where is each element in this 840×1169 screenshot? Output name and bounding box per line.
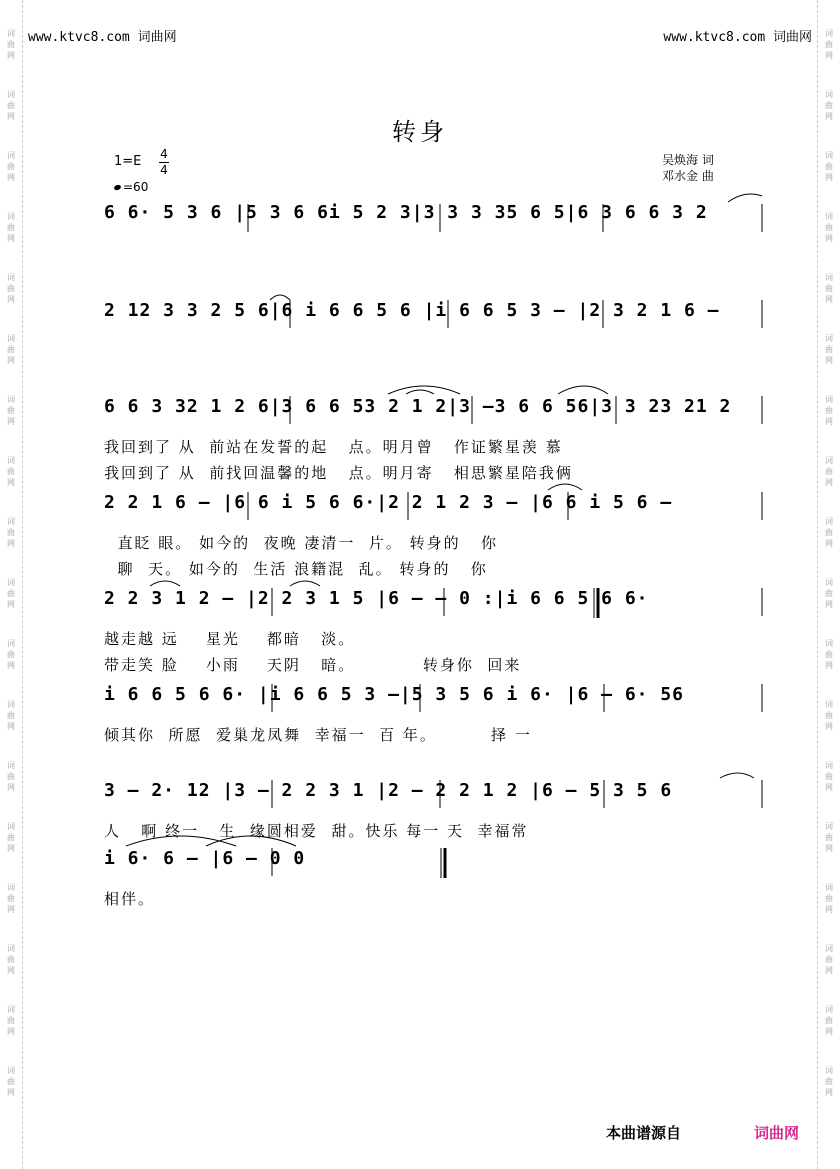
side-watermark: 词曲网 — [825, 29, 833, 60]
side-watermark: 词曲网 — [825, 700, 833, 731]
side-watermark: 词曲网 — [825, 822, 833, 853]
lyric-line-3-verse-1: 我回到了 从 前站在发誓的起 点。明月曾 作证繁星羡 慕 — [104, 438, 563, 456]
tie-arc — [558, 386, 608, 394]
tempo-marking — [114, 180, 148, 194]
side-watermark: 词曲网 — [825, 883, 833, 914]
song-title: 转身 — [392, 118, 448, 146]
tie-arc — [548, 484, 582, 490]
lyric-line-4-verse-2: 聊 天。 如今的 生活 浪籍混 乱。 转身的 你 — [104, 560, 488, 578]
side-watermark: 词曲网 — [7, 273, 15, 304]
credits — [662, 152, 714, 184]
score-line-8: i 6· 6 – |6 – 0 0 — [104, 848, 306, 869]
side-watermark: 词曲网 — [7, 944, 15, 975]
score-line-4: 2 2 1 6 – |6 6 i 5 6 6·|2 2 1 2 3 – |6 6 i 5 6 – — [104, 492, 673, 513]
side-watermark: 词曲网 — [7, 456, 15, 487]
lyric-line-3-verse-2: 我回到了 从 前找回温馨的地 点。明月寄 相思繁星陪我俩 — [104, 464, 573, 482]
side-watermark: 词曲网 — [7, 90, 15, 121]
lyric-line-6: 倾其你 所愿 爱巢龙凤舞 幸福一 百 年。 择 一 — [104, 726, 532, 744]
side-watermark: 词曲网 — [7, 334, 15, 365]
side-watermark: 词曲网 — [825, 1005, 833, 1036]
lyric-line-4-verse-1: 直眨 眼。 如今的 夜晚 凄清一 片。 转身的 你 — [104, 534, 498, 552]
site-url-left[interactable]: www.ktvc8.com 词曲网 — [28, 30, 177, 45]
tie-arc — [290, 581, 320, 586]
meter-top: 4 — [160, 147, 168, 161]
side-watermark: 词曲网 — [7, 578, 15, 609]
tie-arc — [728, 194, 762, 202]
side-watermark: 词曲网 — [825, 212, 833, 243]
side-watermark: 词曲网 — [7, 212, 15, 243]
side-watermark: 词曲网 — [825, 1066, 833, 1097]
score-line-7: 3 – 2· 12 |3 – 2 2 3 1 |2 – 2 2 1 2 |6 – 5 3 5 6 — [104, 780, 673, 801]
side-watermark: 词曲网 — [7, 395, 15, 426]
side-watermark: 词曲网 — [7, 761, 15, 792]
side-watermark: 词曲网 — [825, 334, 833, 365]
source-label: 本曲谱源自 — [606, 1124, 682, 1142]
side-watermark: 词曲网 — [825, 761, 833, 792]
side-watermark: 词曲网 — [7, 639, 15, 670]
lyric-line-5-verse-2: 带走笑 脸 小雨 天阴 暗。 转身你 回来 — [104, 656, 522, 674]
composer: 邓水金 曲 — [662, 169, 714, 183]
score-line-3: 6 6 3 32 1 2 6|3 6 6 53 2 1 2|3 –3 6 6 56|3 3 23 21 2 — [104, 396, 732, 417]
side-watermark: 词曲网 — [7, 517, 15, 548]
side-watermark: 词曲网 — [7, 822, 15, 853]
side-watermark: 词曲网 — [7, 151, 15, 182]
lyric-line-7: 人 啊 终一 生 缘圆相爱 甜。快乐 每一 天 幸福常 — [104, 822, 529, 840]
side-watermark: 词曲网 — [825, 395, 833, 426]
side-watermark: 词曲网 — [7, 29, 15, 60]
side-watermark: 词曲网 — [7, 700, 15, 731]
lyricist: 吴焕海 词 — [662, 153, 714, 167]
left-watermark-strip — [0, 0, 23, 1169]
side-watermark: 词曲网 — [825, 456, 833, 487]
score-line-2: 2 12 3 3 2 5 6|6 i 6 6 5 6 |i 6 6 5 3 – |2 3 2 1 6 – — [104, 300, 720, 321]
side-watermark: 词曲网 — [7, 883, 15, 914]
key-signature: 1=E — [114, 154, 142, 169]
tie-arc — [406, 390, 434, 394]
site-url-right[interactable]: www.ktvc8.com 词曲网 — [663, 30, 812, 45]
side-watermark: 词曲网 — [825, 151, 833, 182]
time-signature — [158, 148, 170, 177]
side-watermark: 词曲网 — [825, 944, 833, 975]
brand-logo-text[interactable]: 词曲网 — [754, 1124, 800, 1142]
meter-bottom: 4 — [160, 163, 168, 177]
side-watermark: 词曲网 — [7, 1066, 15, 1097]
score-line-6: i 6 6 5 6 6· |i 6 6 5 3 –|5 3 5 6 i 6· |6 – 6· 56 — [104, 684, 685, 705]
tempo-value: =60 — [123, 180, 149, 194]
tie-arc — [720, 773, 754, 778]
score-line-5: 2 2 3 1 2 – |2 2 3 1 5 |6 – – 0 :|i 6 6 5 6 6· — [104, 588, 649, 609]
side-watermark: 词曲网 — [7, 1005, 15, 1036]
side-watermark: 词曲网 — [825, 639, 833, 670]
score-line-1: 6 6· 5 3 6 |5 3 6 6i 5 2 3|3 3 3 35 6 5|6 3 6 6 3 2 — [104, 202, 708, 223]
side-watermark: 词曲网 — [825, 273, 833, 304]
quarter-note-icon — [113, 184, 121, 191]
lyric-line-8: 相伴。 — [104, 890, 156, 908]
side-watermark: 词曲网 — [825, 90, 833, 121]
tie-arc — [388, 386, 460, 394]
lyric-line-5-verse-1: 越走越 远 星光 都暗 淡。 — [104, 630, 356, 648]
right-watermark-strip — [817, 0, 840, 1169]
side-watermark: 词曲网 — [825, 578, 833, 609]
tie-arc — [150, 581, 180, 586]
side-watermark: 词曲网 — [825, 517, 833, 548]
